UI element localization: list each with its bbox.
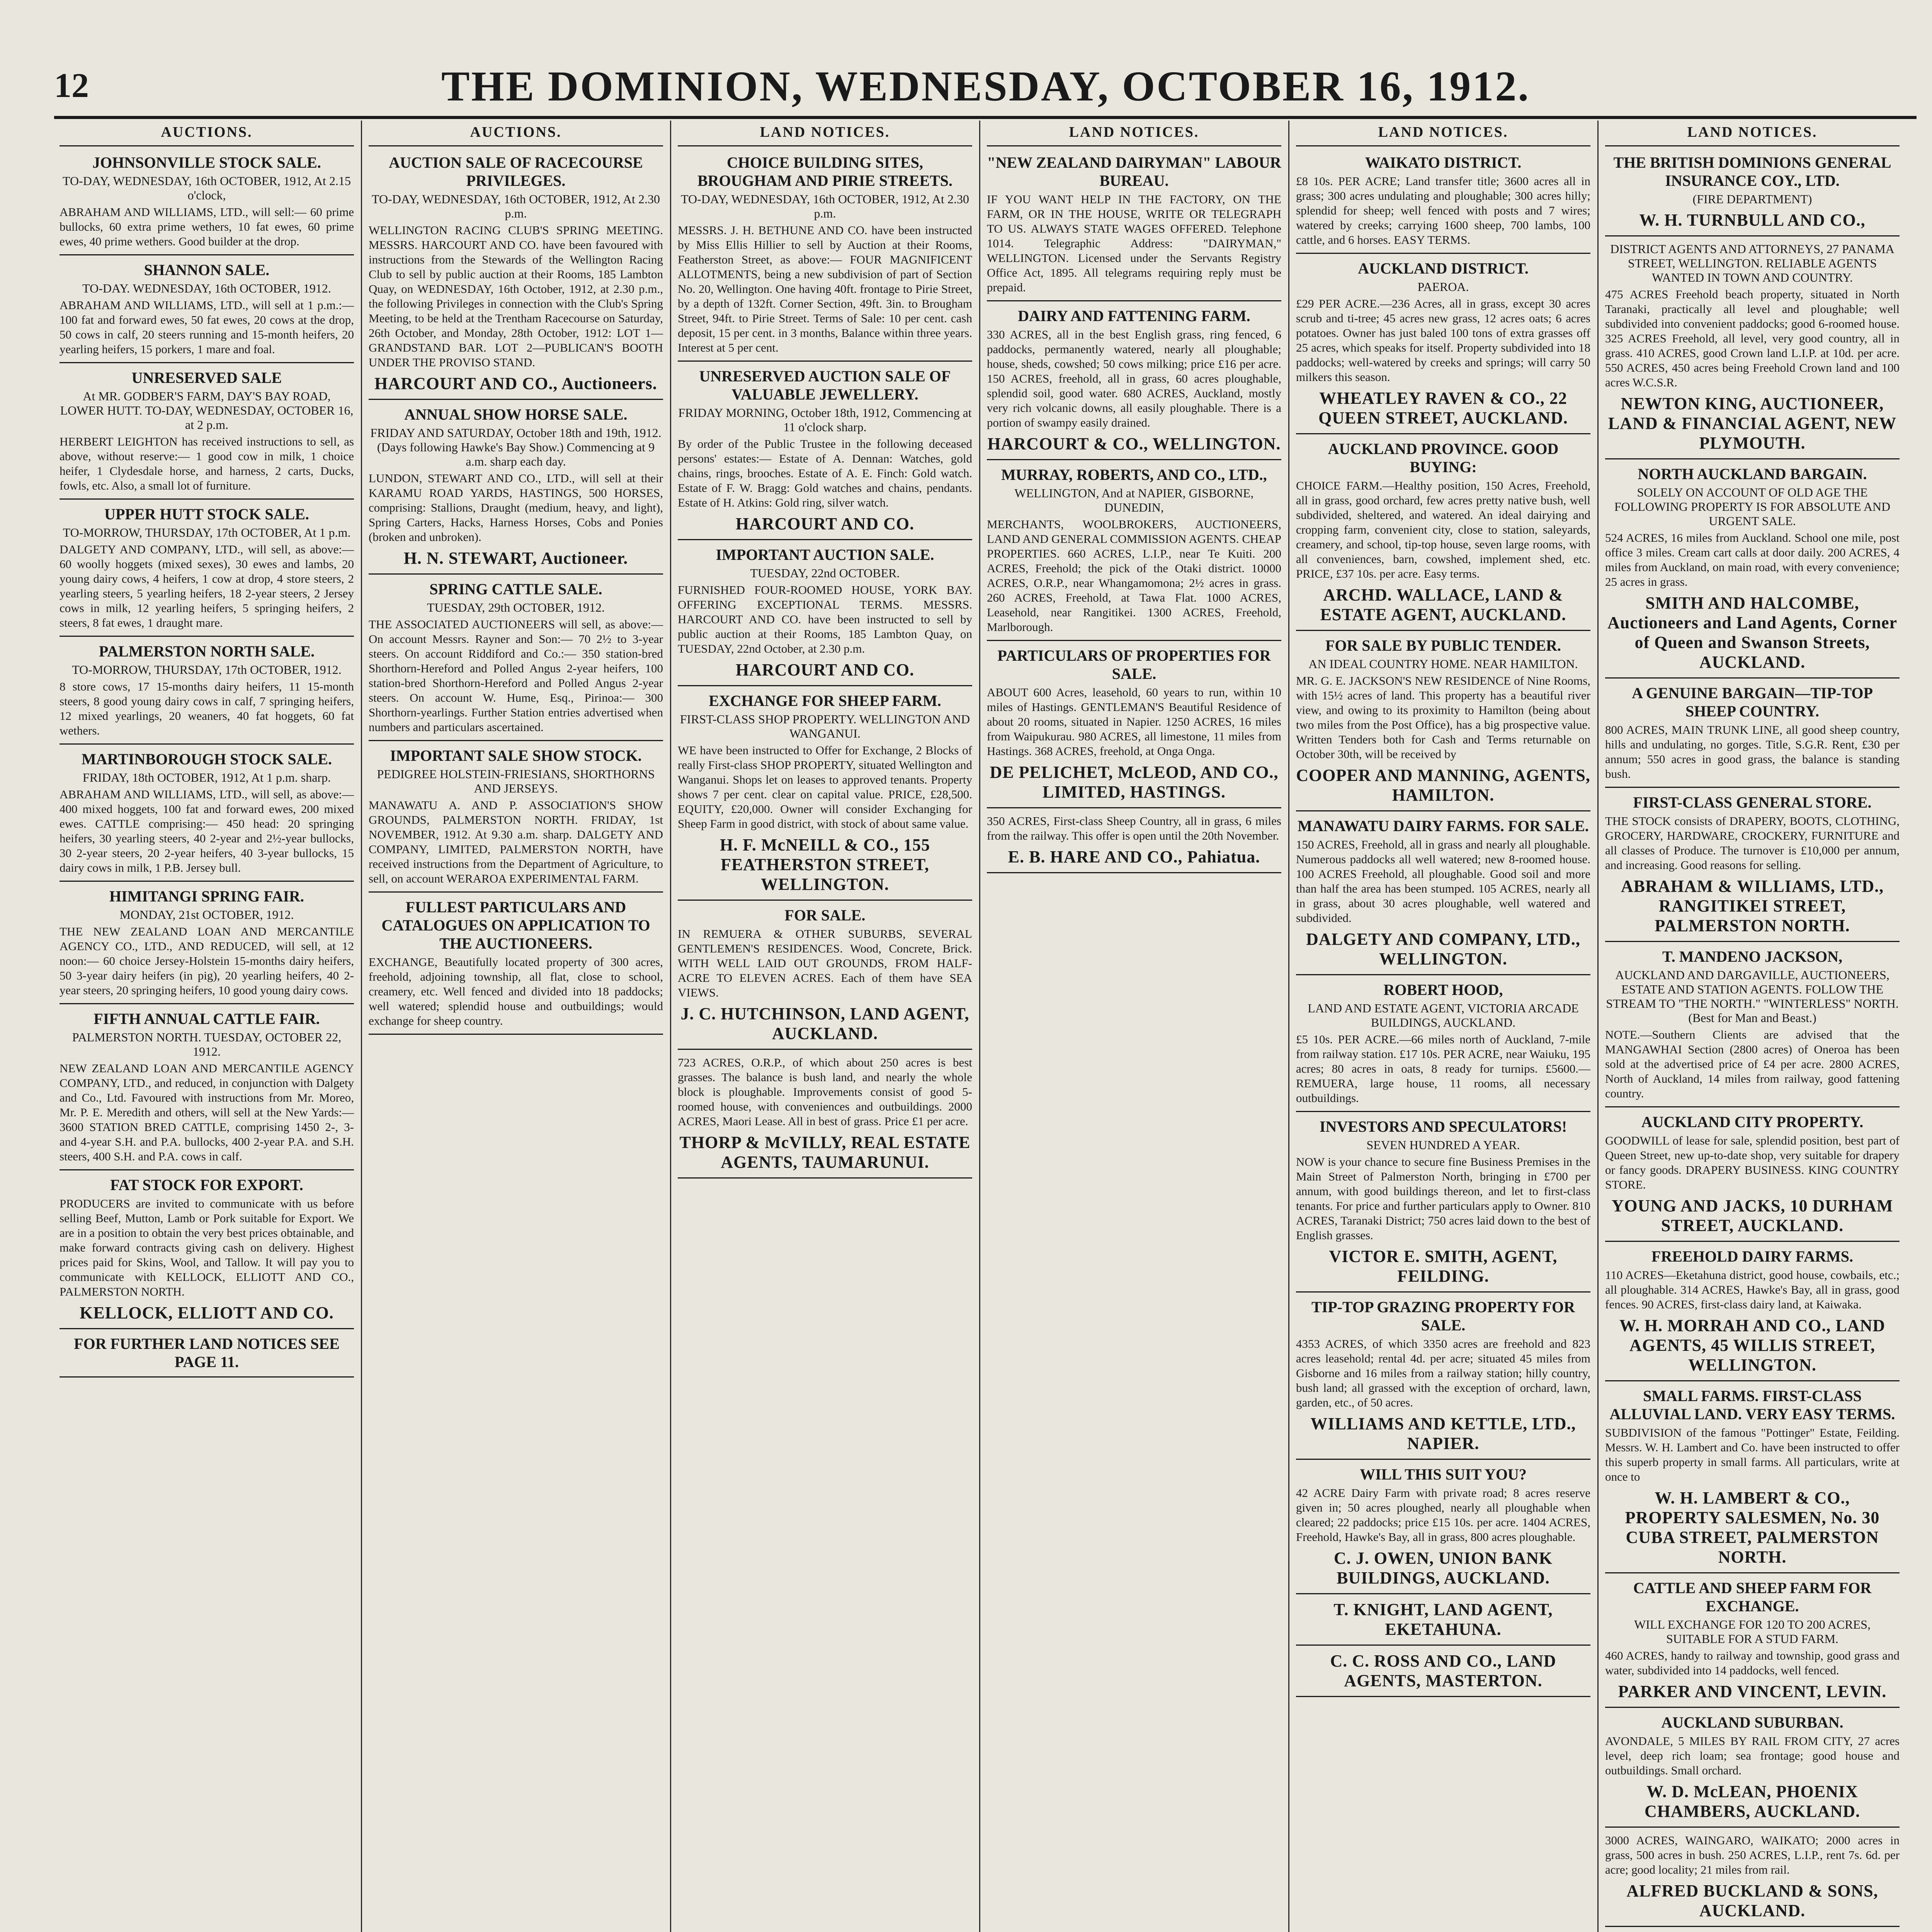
ad-body: 42 ACRE Dairy Farm with private road; 8 acres reserve given in; 50 acres ploughed, nearly all ploughable when cleared; 22 paddocks; price £15 10s. per acre. 1404 ACRES, Freehold, Hawke's Bay, all in grass, 800 acres ploughable.: [1296, 1486, 1590, 1544]
advertisement: [1605, 1247, 1900, 1375]
ad-divider: [987, 807, 1281, 808]
ad-signature: H. N. STEWART, Auctioneer.: [403, 549, 628, 568]
ad-body: WELLINGTON RACING CLUB'S SPRING MEETING. MESSRS. HARCOURT AND CO. have been favoured with instructions from the Stewards of the Wellington Racing Club to sell by public auction at their Rooms, 185 Lambton Quay, on WEDNESDAY, 16th October, 1912, at 2.30 p.m., the following Privileges in connection with the Club's Spring Meeting, to be held at the Trentham Racecourse on Saturday, 26th October, and Monday, 28th October, 1912: LOT 1—GRANDSTAND BAR. LOT 2—PUBLICAN'S BOOTH UNDER THE PROVISO STAND.: [369, 223, 663, 369]
ad-body: NOW is your chance to secure fine Business Premises in the Main Street of Palmerston North, bringing in £700 per annum, with good buildings thereon, and let to first-class tenants. For price and further particulars apply to Owner. 810 ACRES, Taranaki District; 750 acres laid down to the best of English grasses.: [1296, 1155, 1590, 1242]
advertisement: [1605, 465, 1900, 672]
ad-divider: [369, 740, 663, 741]
ad-divider: [1605, 458, 1900, 459]
advertisement: [369, 580, 663, 735]
ad-body: 800 ACRES, MAIN TRUNK LINE, all good sheep country, hills and undulating, no gorges. Title, S.G.R. Rent, £30 per annum; 550 acres in good grass, the balance is standing bush.: [1605, 723, 1900, 781]
ad-divider: [678, 1177, 972, 1179]
ad-divider: [1296, 810, 1590, 811]
ad-divider: [1605, 1572, 1900, 1573]
column-separator: [670, 121, 671, 1932]
ad-signature: WILLIAMS AND KETTLE, LTD., NAPIER.: [1310, 1414, 1576, 1453]
advertisement: [60, 642, 354, 738]
advertisement: [1605, 684, 1900, 781]
ad-signature: HARCOURT AND CO., Auctioneers.: [374, 374, 657, 393]
ad-body: LUNDON, STEWART AND CO., LTD., will sell at their KARAMU ROAD YARDS, HASTINGS, 500 HORSES, comprising: Stallions, Draught (medium, heavy, and light), Spring Carters, Hacks, Harness Horses, Cobs and Ponies (broken and unbroken).: [369, 471, 663, 544]
advertisement: [1605, 1833, 1900, 1920]
advertisement: [678, 906, 972, 1043]
column-header: AUCTIONS.: [369, 121, 663, 146]
ad-subtitle: PAEROA.: [1417, 280, 1469, 294]
column-header: LAND NOTICES.: [1296, 121, 1590, 146]
advertisement: [60, 153, 354, 249]
ad-body: 110 ACRES—Eketahuna district, good house, cowbails, etc.; all ploughable. 314 ACRES, Hawke's Bay, all in grass, good fences. 90 ACRES, first-class dairy land, at Kaiwaka.: [1605, 1268, 1900, 1311]
ad-signature: W. H. LAMBERT & CO., PROPERTY SALESMEN, No. 30 CUBA STREET, PALMERSTON NORTH.: [1625, 1488, 1880, 1566]
ad-title: TIP-TOP GRAZING PROPERTY FOR SALE.: [1311, 1298, 1575, 1334]
column-4: [981, 121, 1287, 1932]
ad-body: 723 ACRES, O.R.P., of which about 250 acres is best grasses. The balance is bush land, and nearly the whole block is ploughable. Improvements consist of good 5-roomed house, with conveniences and outbuildings. 2000 ACRES, Maori Lease. All in best of grass. Price £1 per acre.: [678, 1056, 972, 1128]
ad-signature: C. J. OWEN, UNION BANK BUILDINGS, AUCKLAND.: [1334, 1549, 1553, 1587]
ad-title: FOR FURTHER LAND NOTICES SEE PAGE 11.: [74, 1335, 340, 1371]
advertisement: [60, 369, 354, 493]
advertisement: [678, 1055, 972, 1172]
advertisement: [987, 153, 1281, 295]
ad-body: THE ASSOCIATED AUCTIONEERS will sell, as above:— On account Messrs. Rayner and Son:— 70 2½ to 3-year steers. On account Riddiford and Co.:— 350 station-bred Shorthorn-Hereford and Polled Angus 2-year heifers, 100 station-bred Shorthorn-Hereford and Polled Angus 2-year steers. On account W. Hume, Esq., Pirinoa:— 300 Shorthorn-yearlings. Further Station entries advertised when numbers and particulars ascertained.: [369, 617, 663, 734]
ad-signature: W. H. MORRAH AND CO., LAND AGENTS, 45 WILLIS STREET, WELLINGTON.: [1619, 1316, 1886, 1374]
ad-subtitle: FRIDAY, 18th OCTOBER, 1912, At 1 p.m. sharp.: [82, 770, 331, 784]
ad-divider: [987, 459, 1281, 460]
ad-divider: [60, 1328, 354, 1329]
ad-subtitle: FRIDAY AND SATURDAY, October 18th and 19th, 1912. (Days following Hawke's Bay Show.) Commencing at 9 a.m. sharp each day.: [370, 426, 662, 468]
ad-body: 3000 ACRES, WAINGARO, WAIKATO; 2000 acres in grass, 500 acres in bush. 250 ACRES, L.I.P., rent 7s. 6d. per acre; good locality; 21 miles from rail.: [1605, 1833, 1900, 1876]
advertisement: [60, 1176, 354, 1323]
column-header: LAND NOTICES.: [1605, 121, 1900, 146]
advertisement: [678, 546, 972, 680]
ad-title: FREEHOLD DAIRY FARMS.: [1651, 1248, 1853, 1265]
ad-subtitle: AN IDEAL COUNTRY HOME. NEAR HAMILTON.: [1308, 657, 1578, 671]
column-1: [54, 121, 359, 1932]
ad-body: EXCHANGE, Beautifully located property of 300 acres, freehold, adjoining township, all flat, close to school, creamery, etc. Well fenced and divided into 18 paddocks; well watered; splendid house and outbuildings; would exchange for sheep country.: [369, 955, 663, 1027]
ad-signature: HARCOURT AND CO.: [735, 514, 915, 533]
column-separator: [361, 121, 362, 1932]
advertisement: [1605, 1579, 1900, 1701]
ad-signature: SMITH AND HALCOMBE, Auctioneers and Land Agents, Corner of Queen and Swanson Streets, AUCKLAND.: [1607, 594, 1898, 672]
ad-title: AUCKLAND CITY PROPERTY.: [1641, 1113, 1864, 1131]
ad-title: FOR SALE.: [784, 906, 866, 924]
advertisement: [60, 1010, 354, 1164]
ad-subtitle: TO-DAY, WEDNESDAY, 16th OCTOBER, 1912, At 2.15 o'clock,: [63, 174, 351, 202]
advertisement: [1605, 1387, 1900, 1567]
page-number: 12: [54, 66, 89, 105]
ad-body: 8 store cows, 17 15-months dairy heifers, 11 15-month steers, 8 good young dairy cows in calf, 7 springing heifers, 12 mixed yearlings, 20 weaners, 40 fat hoggets, 60 fat wethers.: [60, 680, 354, 737]
ad-divider: [1296, 433, 1590, 434]
ad-divider: [1296, 1696, 1590, 1697]
advertisement: [987, 814, 1281, 867]
ad-divider: [1296, 1459, 1590, 1460]
masthead: [0, 58, 1932, 116]
ad-body: MANAWATU A. AND P. ASSOCIATION'S SHOW GROUNDS, PALMERSTON NORTH. FRIDAY, 1st NOVEMBER, 1912. At 9.30 a.m. sharp. DALGETY AND COMPANY, LIMITED, PALMERSTON NORTH, have received instructions from the Department of Agriculture, to sell, on account WERAROA EXPERIMENTAL FARM.: [369, 798, 663, 885]
ad-signature: KELLOCK, ELLIOTT AND CO.: [80, 1303, 334, 1322]
ad-signature: W. D. McLEAN, PHOENIX CHAMBERS, AUCKLAND.: [1644, 1782, 1861, 1821]
advertisement: [1605, 153, 1900, 230]
ad-signature: NEWTON KING, AUCTIONEER, LAND & FINANCIAL AGENT, NEW PLYMOUTH.: [1608, 394, 1897, 452]
ad-body: FURNISHED FOUR-ROOMED HOUSE, YORK BAY. OFFERING EXCEPTIONAL TERMS. MESSRS. HARCOURT AND CO. have been instructed to sell by public auction at their Rooms, 185 Lambton Quay, on TUESDAY, 22nd October, at 2.30 p.m.: [678, 583, 972, 655]
ad-subtitle: WILL EXCHANGE FOR 120 TO 200 ACRES, SUITABLE FOR A STUD FARM.: [1634, 1617, 1871, 1646]
ad-body: THE NEW ZEALAND LOAN AND MERCANTILE AGENCY CO., LTD., AND REDUCED, will sell, at 12 noon:— 60 choice Jersey-Holstein 15-months dairy heifers, 50 3-year dairy heifers (in pig), 20 yearling heifers, 40 2-year steers, 20 springing heifers, 10 good young dairy cows.: [60, 925, 354, 997]
ad-body: 460 ACRES, handy to railway and township, good grass and water, subdivided into 14 paddocks, well fenced.: [1605, 1649, 1900, 1677]
column-header: LAND NOTICES.: [678, 121, 972, 146]
ad-subtitle: TO-MORROW, THURSDAY, 17th OCTOBER, 1912.: [72, 663, 342, 677]
advertisement: [987, 307, 1281, 454]
ad-title: FIFTH ANNUAL CATTLE FAIR.: [94, 1010, 320, 1027]
ad-title: IMPORTANT SALE SHOW STOCK.: [390, 747, 642, 764]
ad-subtitle: TUESDAY, 22nd OCTOBER.: [750, 566, 900, 580]
advertisement: [60, 750, 354, 875]
ad-body: AVONDALE, 5 MILES BY RAIL FROM CITY, 27 acres level, deep rich loam; sea frontage; good house and outbuildings. Small orchard.: [1605, 1734, 1900, 1777]
ad-title: AUCKLAND SUBURBAN.: [1661, 1714, 1844, 1731]
advertisement: [1605, 947, 1900, 1101]
ad-divider: [1605, 941, 1900, 942]
ad-title: THE BRITISH DOMINIONS GENERAL INSURANCE COY., LTD.: [1613, 154, 1891, 189]
ad-divider: [678, 539, 972, 540]
ad-divider: [60, 881, 354, 882]
ad-subtitle: PEDIGREE HOLSTEIN-FRIESIANS, SHORTHORNS AND JERSEYS.: [377, 767, 655, 795]
ad-subtitle: FIRST-CLASS SHOP PROPERTY. WELLINGTON AND WANGANUI.: [680, 712, 970, 740]
advertisement: [1296, 1651, 1590, 1690]
ad-title: INVESTORS AND SPECULATORS!: [1319, 1118, 1567, 1135]
ad-subtitle: WELLINGTON, And at NAPIER, GISBORNE, DUNEDIN,: [1014, 486, 1254, 514]
ad-divider: [678, 900, 972, 901]
column-header: AUCTIONS.: [60, 121, 354, 146]
ad-divider: [678, 1049, 972, 1050]
advertisement: [1605, 242, 1900, 453]
ad-subtitle: SEVEN HUNDRED A YEAR.: [1366, 1138, 1520, 1152]
ad-signature: COOPER AND MANNING, AGENTS, HAMILTON.: [1296, 766, 1590, 804]
ad-title: CHOICE BUILDING SITES, BROUGHAM AND PIRIE STREETS.: [697, 154, 953, 189]
ad-title: AUCTION SALE OF RACECOURSE PRIVILEGES.: [389, 154, 643, 189]
ad-signature: HARCOURT & CO., WELLINGTON.: [987, 434, 1281, 453]
ad-divider: [369, 573, 663, 575]
ad-divider: [1605, 1926, 1900, 1927]
advertisement: [1296, 1298, 1590, 1453]
ad-body: DALGETY AND COMPANY, LTD., will sell, as above:— 60 woolly hoggets (mixed sexes), 30 ewes and lambs, 20 young dairy cows, 4 heifers, 1 cow at drop, 4 store steers, 2 yearling steers, 5 yearling heifers, 18 2-year steers, 2 Jersey cows in milk, 12 yearling heifers, 5 springing heifers, 2 steers, 8 fat ewes, 1 draught mare.: [60, 543, 354, 629]
advertisement: [369, 405, 663, 568]
ad-signature: DALGETY AND COMPANY, LTD., WELLINGTON.: [1306, 930, 1580, 968]
ad-body: £29 PER ACRE.—236 Acres, all in grass, except 30 acres scrub and ti-tree; 45 acres new grass, 12 acres oats; 6 acres potatoes. Owner has just baled 100 tons of extra grasses off 25 acres, which speaks for itself. Property subdivided into 18 paddocks; well-watered by creeks and springs; will carry 50 milkers this season.: [1296, 297, 1590, 384]
column-separator: [1288, 121, 1289, 1932]
ad-body: IF YOU WANT HELP IN THE FACTORY, ON THE FARM, OR IN THE HOUSE, WRITE OR TELEGRAPH TO US. ALWAYS STATE WAGES OFFERED. Telephone 1014. Telegraphic Address: "DAIRYMAN," WELLINGTON. Licensed under the Servants Registry Office Act, 1895. All telegrams requiring reply must be prepaid.: [987, 192, 1281, 294]
column-3: [672, 121, 978, 1932]
ad-divider: [1605, 1106, 1900, 1107]
advertisement: [987, 646, 1281, 802]
ad-divider: [1296, 1291, 1590, 1293]
ad-subtitle: SOLELY ON ACCOUNT OF OLD AGE THE FOLLOWING PROPERTY IS FOR ABSOLUTE AND URGENT SALE.: [1614, 485, 1891, 528]
ad-signature: T. KNIGHT, LAND AGENT, EKETAHUNA.: [1333, 1600, 1553, 1639]
ad-divider: [1605, 677, 1900, 679]
ad-signature: YOUNG AND JACKS, 10 DURHAM STREET, AUCKLAND.: [1611, 1196, 1893, 1235]
column-separator: [1597, 121, 1599, 1932]
ad-title: IMPORTANT AUCTION SALE.: [716, 546, 934, 563]
advertisement: [1296, 636, 1590, 805]
ad-title: A GENUINE BARGAIN—TIP-TOP SHEEP COUNTRY.: [1632, 684, 1873, 720]
ad-divider: [60, 254, 354, 255]
ad-body: By order of the Public Trustee in the following deceased persons' estates:— Estate of A. Dennan: Watches, gold chains, rings, brooches. Estate of A. E. Finch: Gold watch. Estate of F. W. Bragg: Gold watches and chains, pendants. Estate of H. Atkins: Gold ring, silver watch.: [678, 437, 972, 509]
ad-subtitle: (FIRE DEPARTMENT): [1692, 192, 1812, 206]
ad-body: HERBERT LEIGHTON has received instructions to sell, as above, without reserve:— 1 good cow in milk, 1 choice heifer, 1 Clydesdale horse, and harness, 2 carts, Ducks, fowls, etc. Also, a small lot of furniture.: [60, 435, 354, 492]
ad-body: 150 ACRES, Freehold, all in grass and nearly all ploughable. Numerous paddocks all well watered; new 8-roomed house. 100 ACRES Freehold, all ploughable. Good soil and more than half the area has been stumped. 105 ACRES, nearly all in grass, about 30 acres ploughable, well watered and subdivided.: [1296, 838, 1590, 925]
ad-body: GOODWILL of lease for sale, splendid position, best part of Queen Street, new up-to-date shop, very suitable for drapery or fancy goods. DRAPERY BUSINESS. KING COUNTRY STORE.: [1605, 1134, 1900, 1191]
ad-divider: [60, 498, 354, 500]
ad-title: "NEW ZEALAND DAIRYMAN" LABOUR BUREAU.: [987, 154, 1281, 189]
ad-title: UNRESERVED AUCTION SALE OF VALUABLE JEWELLERY.: [699, 367, 951, 403]
ad-body: WE have been instructed to Offer for Exchange, 2 Blocks of really First-class SHOP PROPERTY, situated Wellington and Wanganui. Shops let on leases to approved tenants. Property shows 7 per cent. clear on capital value. PRICE, £28,500. EQUITY, £20,000. Owner will consider Exchanging for Sheep Farm in good district, with stock of about same value.: [678, 743, 972, 830]
advertisement: [1296, 440, 1590, 624]
ad-title: ROBERT HOOD,: [1383, 981, 1503, 998]
ad-title: SHANNON SALE.: [144, 261, 270, 279]
ad-subtitle: AUCKLAND AND DARGAVILLE, AUCTIONEERS, ESTATE AND STATION AGENTS. FOLLOW THE STREAM TO "THE NORTH." "WINTERLESS" NORTH. (Best for Man and Beast.): [1606, 968, 1899, 1025]
ad-title: UNRESERVED SALE: [131, 369, 282, 386]
ad-divider: [678, 685, 972, 686]
ad-divider: [987, 300, 1281, 301]
ad-body: ABRAHAM AND WILLIAMS, LTD., will sell at 1 p.m.:— 100 fat and forward ewes, 50 fat ewes, 20 cows at the drop, 50 cows in calf, 20 steers running and 15-month heifers, 20 yearling heifers, 15 porkers, 1 mare and foal.: [60, 298, 354, 356]
ad-title: MARTINBOROUGH STOCK SALE.: [82, 750, 332, 768]
ad-divider: [987, 640, 1281, 641]
ad-divider: [60, 636, 354, 637]
ad-subtitle: LAND AND ESTATE AGENT, VICTORIA ARCADE BUILDINGS, AUCKLAND.: [1308, 1001, 1579, 1029]
advertisement: [1296, 259, 1590, 428]
ad-subtitle: TO-DAY, WEDNESDAY, 16th OCTOBER, 1912, At 2.30 p.m.: [681, 192, 969, 220]
ad-title: SPRING CATTLE SALE.: [429, 580, 602, 598]
ad-body: MR. G. E. JACKSON'S NEW RESIDENCE of Nine Rooms, with 15½ acres of land. This property has a beautiful river view, and owing to its proximity to Hamilton (being about two miles from the Post Office), has a big prospective value. Written Tenders both for Cash and Terms returnable on October 30th, will be received by: [1296, 674, 1590, 761]
ad-divider: [678, 361, 972, 362]
column-header: LAND NOTICES.: [987, 121, 1281, 146]
masthead-rule: [54, 116, 1917, 119]
ad-signature: ARCHD. WALLACE, LAND & ESTATE AGENT, AUCKLAND.: [1320, 585, 1566, 624]
advertisement: [1296, 1117, 1590, 1286]
ad-title: MURRAY, ROBERTS, AND CO., LTD.,: [1001, 466, 1267, 483]
ad-body: ABRAHAM AND WILLIAMS, LTD., will sell:— 60 prime bullocks, 60 extra prime wethers, 10 fat ewes, 60 prime ewes, 40 prime wethers. Good builder at the drop.: [60, 205, 354, 248]
ad-divider: [987, 872, 1281, 873]
advertisement: [1605, 1713, 1900, 1821]
ad-subtitle: PALMERSTON NORTH. TUESDAY, OCTOBER 22, 1912.: [72, 1030, 342, 1058]
ad-title: ANNUAL SHOW HORSE SALE.: [404, 406, 628, 423]
ad-divider: [1605, 1380, 1900, 1381]
ad-title: CATTLE AND SHEEP FARM FOR EXCHANGE.: [1633, 1579, 1872, 1615]
ad-signature: W. H. TURNBULL AND CO.,: [1639, 211, 1866, 230]
ad-divider: [1605, 1707, 1900, 1708]
ad-subtitle: TUESDAY, 29th OCTOBER, 1912.: [427, 600, 605, 614]
ad-title: FAT STOCK FOR EXPORT.: [110, 1176, 303, 1194]
advertisement: [987, 466, 1281, 634]
ad-title: AUCKLAND DISTRICT.: [1358, 260, 1529, 277]
ad-subtitle: FRIDAY MORNING, October 18th, 1912, Commencing at 11 o'clock sharp.: [678, 406, 972, 434]
ad-divider: [60, 362, 354, 363]
advertisement: [1605, 793, 1900, 935]
ad-body: ABRAHAM AND WILLIAMS, LTD., will sell, as above:— 400 mixed hoggets, 100 fat and forward ewes, 200 mixed ewes. CATTLE comprising:— 450 head: 20 springing heifers, 30 yearling steers, 40 2-year and 2½-year bullocks, 30 2-year steers, 20 2-year heifers, 40 3-year bullocks, 15 dairy cows in milk, 1 P.B. Jersey bull.: [60, 787, 354, 874]
ad-title: MANAWATU DAIRY FARMS. FOR SALE.: [1298, 817, 1589, 835]
advertisement: [60, 505, 354, 630]
ad-title: UPPER HUTT STOCK SALE.: [104, 505, 309, 523]
advertisement: [60, 1335, 354, 1371]
advertisement: [1605, 1113, 1900, 1235]
advertisement: [1296, 817, 1590, 969]
ad-body: SUBDIVISION of the famous "Pottinger" Estate, Feilding. Messrs. W. H. Lambert and Co. have been instructed to offer this superb property in small farms. All particulars, write at once to: [1605, 1426, 1900, 1483]
ad-body: £8 10s. PER ACRE; Land transfer title; 3600 acres all in grass; 300 acres undulating and ploughable; 300 acres hilly; splendid for sheep; well fenced with posts and 7 wires; watered by creeks; carrying 1600 sheep, 700 lambs, 100 cattle, and 6 horses. EASY TERMS.: [1296, 174, 1590, 247]
ad-divider: [1296, 974, 1590, 975]
ad-title: FULLEST PARTICULARS AND CATALOGUES ON APPLICATION TO THE AUCTIONEERS.: [381, 898, 650, 952]
ad-subtitle: TO-MORROW, THURSDAY, 17th OCTOBER, At 1 p.m.: [63, 526, 351, 539]
ad-title: DAIRY AND FATTENING FARM.: [1018, 307, 1250, 325]
ad-body: PRODUCERS are invited to communicate with us before selling Beef, Mutton, Lamb or Pork suitable for Export. We are in a position to obtain the very best prices obtainable, and make forward contracts giving cash on delivery. Highest prices paid for Skins, Wool, and Tallow. It will pay you to communicate with KELLOCK, ELLIOTT AND CO., PALMERSTON NORTH.: [60, 1197, 354, 1298]
column-2: [363, 121, 668, 1932]
ad-body: MESSRS. J. H. BETHUNE AND CO. have been instructed by Miss Ellis Hillier to sell by Auction at their Rooms, Featherston Street, as above:— FOUR MAGNIFICENT ALLOTMENTS, being a new subdivision of part of Section No. 20, Wellington. One having 40ft. frontage to Pirie Street, by a depth of 132ft. Corner Section, 49ft. 3in. to Brougham Street, 94ft. to Pirie Street. Terms of Sale: 10 per cent. cash deposit, 15 per cent. in 3 months, Balance within three years. Interest at 5 per cent.: [678, 223, 972, 354]
ad-title: T. MANDENO JACKSON,: [1662, 948, 1842, 965]
ad-title: SMALL FARMS. FIRST-CLASS ALLUVIAL LAND. VERY EASY TERMS.: [1609, 1387, 1895, 1423]
ad-divider: [1296, 1645, 1590, 1646]
column-5: [1291, 121, 1596, 1932]
ad-title: NORTH AUCKLAND BARGAIN.: [1638, 465, 1867, 483]
advertisement: [1296, 981, 1590, 1105]
ad-body: THE STOCK consists of DRAPERY, BOOTS, CLOTHING, GROCERY, HARDWARE, CROCKERY, FURNITURE and all classes of Produce. The turnover is £10,000 per annum, and increasing. Good reasons for selling.: [1605, 814, 1900, 872]
ad-divider: [60, 743, 354, 745]
ad-signature: J. C. HUTCHINSON, LAND AGENT, AUCKLAND.: [680, 1004, 969, 1043]
masthead-title: THE DOMINION, WEDNESDAY, OCTOBER 16, 1912.: [441, 63, 1530, 110]
advertisement: [1296, 1600, 1590, 1639]
ad-divider: [1296, 1593, 1590, 1594]
ad-divider: [1605, 235, 1900, 236]
ad-signature: WHEATLEY RAVEN & CO., 22 QUEEN STREET, AUCKLAND.: [1318, 389, 1568, 427]
advertisement: [678, 367, 972, 534]
advertisement: [678, 153, 972, 355]
advertisement: [60, 261, 354, 357]
advertisement: [1296, 153, 1590, 247]
ad-subtitle: At MR. GODBER'S FARM, DAY'S BAY ROAD, LOWER HUTT. TO-DAY, WEDNESDAY, OCTOBER 16, at 2 p.m.: [60, 389, 354, 432]
ad-title: WAIKATO DISTRICT.: [1365, 154, 1522, 171]
advertisement: [678, 692, 972, 894]
ad-title: AUCKLAND PROVINCE. GOOD BUYING:: [1328, 440, 1559, 476]
ad-title: FOR SALE BY PUBLIC TENDER.: [1325, 637, 1561, 654]
ad-divider: [1605, 787, 1900, 788]
ad-signature: H. F. McNEILL & CO., 155 FEATHERSTON STREET, WELLINGTON.: [719, 835, 930, 894]
ad-divider: [1296, 630, 1590, 631]
ad-body: 350 ACRES, First-class Sheep Country, all in grass, 6 miles from the railway. This offer is open until the 20th November.: [987, 814, 1281, 842]
column-6: [1600, 121, 1905, 1932]
ad-divider: [60, 1169, 354, 1170]
ad-title: PARTICULARS OF PROPERTIES FOR SALE.: [997, 647, 1271, 682]
ad-signature: DE PELICHET, McLEOD, AND CO., LIMITED, HASTINGS.: [990, 763, 1279, 801]
advertisement: [369, 153, 663, 393]
ad-title: WILL THIS SUIT YOU?: [1360, 1466, 1527, 1483]
ad-body: NOTE.—Southern Clients are advised that the MANGAWHAI Section (2800 acres) of Oneroa has been sold at the advertised price of £4 per acre. 2800 ACRES, North of Auckland, 14 miles from railway, good fattening country.: [1605, 1028, 1900, 1100]
column-separator: [979, 121, 980, 1932]
ad-divider: [369, 1034, 663, 1035]
ad-divider: [369, 399, 663, 400]
ad-title: PALMERSTON NORTH SALE.: [99, 643, 315, 660]
advertisement: [369, 898, 663, 1028]
ad-body: MERCHANTS, WOOLBROKERS, AUCTIONEERS, LAND AND GENERAL COMMISSION AGENTS. CHEAP PROPERTIES. 660 ACRES, L.I.P., near Te Kuiti. 200 ACRES, Freehold; the pick of the Otaki district. 10000 ACRES, O.R.P., near Whangamomona; 2½ acres in grass. 260 ACRES, Freehold, at Tawa Flat. 1000 ACRES, Leasehold, near Rangitikei. 1300 ACRES, Freehold, Marlborough.: [987, 517, 1281, 634]
ad-body: 475 ACRES Freehold beach property, situated in North Taranaki, practically all level and ploughable; well subdivided into convenient paddocks; good 6-roomed house. 325 ACRES Freehold, all level, very good country, all in grass. 410 ACRES, good Crown land L.I.P. at 10d. per acre. 550 ACRES, 450 acres being Freehold Crown land and 100 acres W.C.S.R.: [1605, 287, 1900, 389]
ad-divider: [1605, 1241, 1900, 1242]
ad-divider: [1296, 1111, 1590, 1112]
ad-signature: ALFRED BUCKLAND & SONS, AUCKLAND.: [1626, 1881, 1878, 1920]
ad-body: NEW ZEALAND LOAN AND MERCANTILE AGENCY COMPANY, LTD., and reduced, in conjunction with Dalgety and Co., Ltd. Favoured with instructions from Mr. Moreo, Mr. P. E. Meredith and others, will sell at the New Yards:— 3600 STATION BRED CATTLE, comprising 1450 2-, 3- and 4-year S.H. and P.A. bullocks, 400 2-year P.A. and S.H. steers, 400 S.H. and P.A. cows in calf.: [60, 1061, 354, 1163]
ad-title: FIRST-CLASS GENERAL STORE.: [1633, 794, 1872, 811]
ad-title: HIMITANGI SPRING FAIR.: [109, 888, 304, 905]
ad-signature: HARCOURT AND CO.: [735, 660, 915, 679]
ad-divider: [1296, 253, 1590, 254]
advertisement: [1296, 1465, 1590, 1588]
ad-body: 524 ACRES, 16 miles from Auckland. School one mile, post office 3 miles. Cream cart calls at door daily. 200 ACRES, 4 miles from Auckland, on main road, with every convenience; 25 acres in grass.: [1605, 531, 1900, 588]
ad-divider: [1605, 1827, 1900, 1828]
ad-subtitle: DISTRICT AGENTS AND ATTORNEYS, 27 PANAMA STREET, WELLINGTON. RELIABLE AGENTS WANTED IN TOWN AND COUNTRY.: [1610, 242, 1895, 284]
ad-signature: VICTOR E. SMITH, AGENT, FEILDING.: [1329, 1247, 1558, 1286]
ad-signature: C. C. ROSS AND CO., LAND AGENTS, MASTERTON.: [1330, 1651, 1556, 1690]
ad-divider: [60, 1376, 354, 1378]
advertisement: [60, 887, 354, 998]
ad-title: JOHNSONVILLE STOCK SALE.: [92, 154, 321, 171]
ad-subtitle: TO-DAY, WEDNESDAY, 16th OCTOBER, 1912, At 2.30 p.m.: [372, 192, 660, 220]
ad-body: 4353 ACRES, of which 3350 acres are freehold and 823 acres leasehold; rental 4d. per acre; situated 45 miles from Gisborne and 16 miles from a railway station; hilly country, bush land; all grassed with the exception of orchard, lawn, garden, etc., of 50 acres.: [1296, 1337, 1590, 1409]
advertisement: [369, 747, 663, 886]
ad-body: IN REMUERA & OTHER SUBURBS, SEVERAL GENTLEMEN'S RESIDENCES. Wood, Concrete, Brick. WITH WELL LAID OUT GROUNDS, FROM HALF-ACRE TO ELEVEN ACRES. Each of them have SEA VIEWS.: [678, 927, 972, 999]
ad-divider: [60, 1003, 354, 1004]
ad-subtitle: TO-DAY. WEDNESDAY, 16th OCTOBER, 1912.: [82, 281, 331, 295]
ad-signature: PARKER AND VINCENT, LEVIN.: [1618, 1682, 1887, 1701]
ad-body: CHOICE FARM.—Healthy position, 150 Acres, Freehold, all in grass, good orchard, few acres pretty native bush, well subdivided, sheltered, and watered. An ideal dairying and cropping farm, convenient city, close to station, saleyards, creamery, and school, tip-top house, seven large rooms, with all conveniences, barn, cowshed, implement shed, etc. PRICE, £37 10s. per acre. Easy terms.: [1296, 479, 1590, 580]
ad-signature: THORP & McVILLY, REAL ESTATE AGENTS, TAUMARUNUI.: [679, 1133, 971, 1172]
ad-title: EXCHANGE FOR SHEEP FARM.: [709, 692, 941, 709]
ad-body: 330 ACRES, all in the best English grass, ring fenced, 6 paddocks, permanently watered, nearly all ploughable; house, sheds, cowshed; 50 cows milking; price £16 per acre. 150 ACRES, freehold, all in grass, 60 acres ploughable, splendid soil, good water. 680 ACRES, Auckland, mostly very rich volcanic downs, all easily ploughable. There is a portion of swampy easily drained.: [987, 328, 1281, 429]
ad-subtitle: MONDAY, 21st OCTOBER, 1912.: [119, 908, 294, 922]
ad-signature: ABRAHAM & WILLIAMS, LTD., RANGITIKEI STREET, PALMERSTON NORTH.: [1621, 877, 1884, 935]
ad-signature: E. B. HARE AND CO., Pahiatua.: [1008, 847, 1260, 866]
ad-body: £5 10s. PER ACRE.—66 miles north of Auckland, 7-mile from railway station. £17 10s. PER ACRE, near Waiuku, 195 acres; 80 acres in oats, 8 ready for turnips. £5600.—REMUERA, large house, 11 rooms, all necessary outbuildings.: [1296, 1032, 1590, 1105]
ad-divider: [369, 891, 663, 893]
ad-body: ABOUT 600 Acres, leasehold, 60 years to run, within 10 miles of Hastings. GENTLEMAN'S Beautiful Residence of about 20 rooms, situated in Napier. 1250 ACRES, 16 miles from Waipukurau. 980 ACRES, all limestone, 11 miles from Hastings. 368 ACRES, freehold, at Onga Onga.: [987, 685, 1281, 758]
